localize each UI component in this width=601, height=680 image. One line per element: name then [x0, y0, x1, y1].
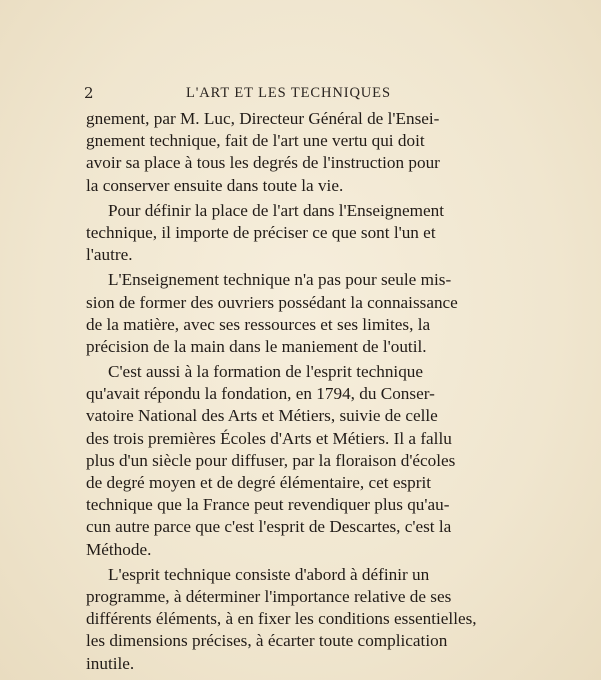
text-line: Pour définir la place de l'art dans l'Enseignement: [108, 200, 444, 220]
text-line: L'Enseignement technique n'a pas pour seule mis-: [108, 270, 452, 290]
text-line: de la matière, avec ses ressources et ses limites, la: [86, 314, 431, 334]
text-line: de degré moyen et de degré élémentaire, cet esprit: [86, 473, 432, 492]
paragraph: [86, 200, 506, 267]
paragraph: [86, 564, 506, 675]
text-line: technique, il importe de préciser ce que sont l'un et: [86, 222, 436, 242]
text-line: technique que la France peut revendiquer plus qu'au-: [86, 495, 450, 515]
text-line: les dimensions précises, à écarter toute complication: [86, 631, 448, 651]
paragraph: [86, 361, 506, 561]
text-line: cun autre parce que c'est l'esprit de Descartes, c'est la: [86, 517, 452, 537]
text-line: Méthode.: [86, 539, 152, 559]
text-line: programme, à déterminer l'importance relative de ses: [86, 586, 452, 606]
text-line: différents éléments, à en fixer les conditions essentielles,: [86, 609, 477, 629]
text-line: sion de former des ouvriers possédant la connaissance: [86, 292, 458, 312]
text-line: plus d'un siècle pour diffuser, par la floraison d'écoles: [86, 450, 456, 470]
text-line: la conserver ensuite dans toute la vie.: [86, 175, 344, 195]
text-line: inutile.: [86, 653, 135, 673]
text-line: C'est aussi à la formation de l'esprit technique: [108, 362, 424, 382]
page-number: 2: [84, 84, 94, 102]
text-line: gnement, par M. Luc, Directeur Général de l'Ensei-: [86, 109, 440, 128]
paragraph: [86, 269, 506, 358]
text-line: des trois premières Écoles d'Arts et Métiers. Il a fallu: [86, 428, 452, 448]
text-line: L'esprit technique consiste d'abord à définir un: [108, 564, 430, 584]
text-line: l'autre.: [86, 245, 133, 265]
text-line: gnement technique, fait de l'art une vertu qui doit: [86, 131, 425, 151]
text-line: qu'avait répondu la fondation, en 1794, du Conser-: [86, 384, 435, 404]
text-line: vatoire National des Arts et Métiers, suivie de celle: [86, 406, 438, 426]
text-line: avoir sa place à tous les degrés de l'instruction pour: [86, 153, 440, 173]
paragraph: [86, 108, 506, 197]
text-line: précision de la main dans le maniement de l'outil.: [86, 336, 427, 356]
running-head: L'ART ET LES TECHNIQUES: [186, 85, 391, 101]
body-text: [86, 108, 506, 675]
